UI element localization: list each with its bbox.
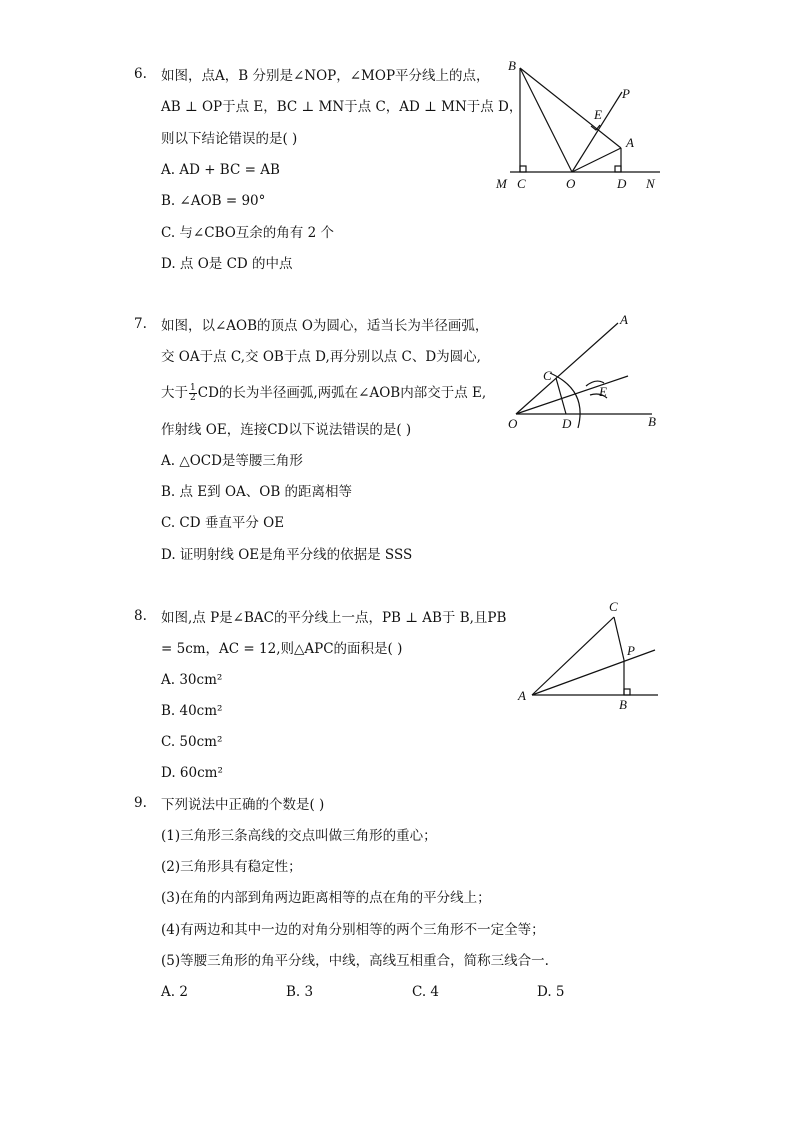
q6-label-o: O xyxy=(566,176,576,191)
q6-number: 6. xyxy=(134,66,147,82)
q8-number: 8. xyxy=(134,608,147,624)
q8-option-d: D. 60cm² xyxy=(161,765,223,781)
q6-label-c: C xyxy=(517,176,526,191)
q6-option-a: A. AD + BC = AB xyxy=(161,162,280,178)
q6-stem-line-2: AB ⊥ OP于点 E，BC ⊥ MN于点 C，AD ⊥ MN于点 D， xyxy=(161,99,523,115)
q7-option-a: A. △OCD是等腰三角形 xyxy=(161,453,303,469)
q9-item-1: (1)三角形三条高线的交点叫做三角形的重心； xyxy=(161,828,437,844)
q7-fraction-denominator: 2 xyxy=(190,393,196,403)
q7-label-c: C xyxy=(543,368,552,383)
q9-item-2: (2)三角形具有稳定性； xyxy=(161,859,302,875)
q7-label-a: A xyxy=(620,312,628,327)
q6-stem-line-1: 如图，点A，B 分别是∠NOP，∠MOP平分线上的点， xyxy=(161,68,490,84)
q6-label-m: M xyxy=(496,176,507,191)
q9-number: 9. xyxy=(134,795,147,811)
q6-label-a: A xyxy=(626,135,634,150)
q9-stem: 下列说法中正确的个数是( ) xyxy=(161,797,325,813)
q8-label-c: C xyxy=(609,599,618,614)
q7-option-c: C. CD 垂直平分 OE xyxy=(161,515,285,531)
q9-item-5: (5)等腰三角形的角平分线，中线，高线互相重合，简称三线合一. xyxy=(161,953,549,969)
q7-fraction-numerator: 1 xyxy=(190,383,196,393)
q7-label-e: E xyxy=(599,384,607,399)
q6-option-d: D. 点 O是 CD 的中点 xyxy=(161,256,293,272)
q8-stem-line-2: = 5cm，AC = 12,则△APC的面积是( ) xyxy=(161,641,403,657)
q6-label-n: N xyxy=(646,176,655,191)
q7-number: 7. xyxy=(134,316,147,332)
q7-option-b: B. 点 E到 OA、OB 的距离相等 xyxy=(161,484,353,500)
q8-label-b: B xyxy=(619,697,627,712)
q6-label-d: D xyxy=(617,176,627,191)
q6-option-c: C. 与∠CBO互余的角有 2 个 xyxy=(161,225,334,241)
q9-option-a: A. 2 xyxy=(161,984,188,1000)
q9-option-b: B. 3 xyxy=(286,984,314,1000)
q8-label-a: A xyxy=(518,688,526,703)
q6-stem-line-3: 则以下结论错误的是( ) xyxy=(161,131,298,147)
q9-option-c: C. 4 xyxy=(412,984,440,1000)
q6-option-b: B. ∠AOB = 90° xyxy=(161,193,266,209)
q9-item-4: (4)有两边和其中一边的对角分别相等的两个三角形不一定全等； xyxy=(161,922,545,938)
q8-label-p: P xyxy=(627,643,635,658)
q8-option-c: C. 50cm² xyxy=(161,734,223,750)
q7-option-d: D. 证明射线 OE是角平分线的依据是 SSS xyxy=(161,547,413,563)
q7-stem-line-4: 作射线 OE，连接CD以下说法错误的是( ) xyxy=(161,422,412,438)
q7-label-o: O xyxy=(508,416,518,431)
q8-option-b: B. 40cm² xyxy=(161,703,223,719)
q6-label-b: B xyxy=(508,58,516,73)
q6-label-p: P xyxy=(622,86,630,101)
q8-stem-line-1: 如图,点 P是∠BAC的平分线上一点，PB ⊥ AB于 B,且PB xyxy=(161,610,507,626)
q7-label-b: B xyxy=(648,414,656,429)
q7-stem-line-2: 交 OA于点 C,交 OB于点 D,再分别以点 C、D为圆心, xyxy=(161,349,481,365)
q7-stem-line-1: 如图，以∠AOB的顶点 O为圆心，适当长为半径画弧， xyxy=(161,318,489,334)
q7-label-d: D xyxy=(562,416,572,431)
q9-option-d: D. 5 xyxy=(537,984,565,1000)
q9-item-3: (3)在角的内部到角两边距离相等的点在角的平分线上； xyxy=(161,890,491,906)
q7-stem-3-suffix: CD的长为半径画弧,两弧在∠AOB内部交于点 E, xyxy=(197,385,487,401)
q7-stem-3-prefix: 大于 xyxy=(161,385,188,401)
q8-option-a: A. 30cm² xyxy=(161,672,223,688)
q6-label-e: E xyxy=(594,107,602,122)
